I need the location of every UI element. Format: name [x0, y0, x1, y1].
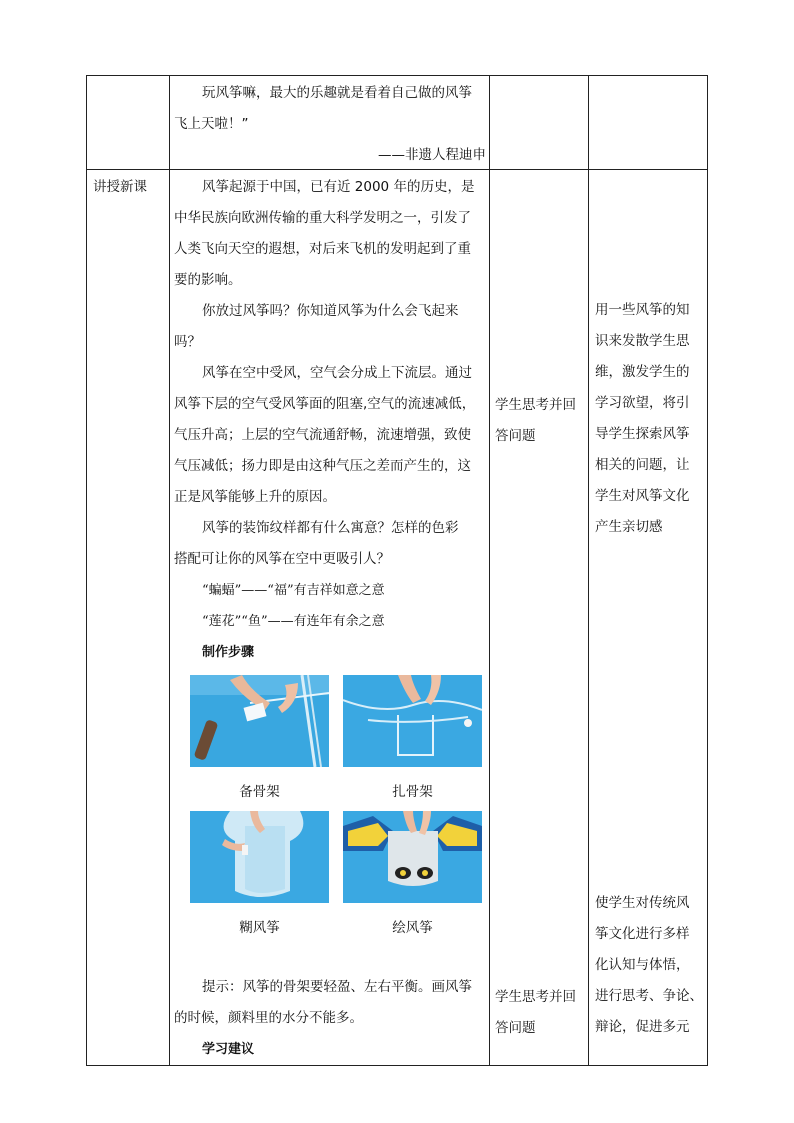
- student-activity-2: [495, 982, 587, 1044]
- table-bottom-border: [86, 1065, 708, 1066]
- intro-line: 要的影响。: [174, 272, 242, 288]
- quote-line: 玩风筝嘛，最大的乐趣就是看着自己做的风筝: [202, 85, 472, 101]
- intent-line: 学生对风筝文化: [595, 488, 690, 504]
- intent-line: 进行思考、争论、: [595, 988, 703, 1004]
- question-line: 你放过风筝吗？你知道风筝为什么会飞起来: [202, 303, 459, 319]
- activity-line: 学生思考并回: [495, 397, 576, 413]
- column-divider-1: [169, 75, 170, 1066]
- step-caption-3: 糊风筝: [239, 920, 280, 936]
- intent-line: 辩论，促进多元: [595, 1019, 690, 1035]
- explain-line: 气压升高；上层的空气流通舒畅，流速增强，致使: [174, 427, 471, 443]
- question-line: 吗？: [174, 334, 201, 350]
- intent-line: 识来发散学生思: [595, 333, 690, 349]
- intent-line: 导学生探索风筝: [595, 426, 690, 442]
- step-caption-1: 备骨架: [239, 784, 280, 800]
- intent-line: 化认知与体悟，: [595, 957, 690, 973]
- table-left-border: [86, 75, 87, 1066]
- steps-heading: 制作步骤: [202, 645, 255, 660]
- explain-line: 正是风筝能够上升的原因。: [174, 489, 336, 505]
- meaning-line: “莲花”“鱼”——有连年有余之意: [202, 614, 385, 629]
- photo-prepare-frame: [190, 675, 329, 767]
- column-divider-2: [489, 75, 490, 1066]
- column-divider-3: [588, 75, 589, 1066]
- tip-block: [174, 972, 486, 1065]
- table-top-border: [86, 75, 708, 76]
- quote-line: 飞上天啦！”: [174, 116, 249, 132]
- student-activity-1: [495, 390, 587, 452]
- activity-line: 答问题: [495, 428, 536, 444]
- intro-line: 中华民族向欧洲传输的重大科学发明之一，引发了: [174, 210, 471, 226]
- intent-line: 维，激发学生的: [595, 364, 690, 380]
- activity-line: 学生思考并回: [495, 989, 576, 1005]
- intent-line: 学习欲望，将引: [595, 395, 690, 411]
- tip-line: 的时候，颜料里的水分不能多。: [174, 1010, 363, 1026]
- stage-label: 讲授新课: [93, 179, 147, 195]
- design-intent-2: [595, 888, 705, 1043]
- tip-line: 提示：风筝的骨架要轻盈、左右平衡。画风筝: [202, 979, 472, 995]
- table-right-border: [707, 75, 708, 1066]
- meaning-line: “蝙蝠”——“福”有吉祥如意之意: [202, 583, 385, 598]
- study-heading: 学习建议: [202, 1042, 255, 1057]
- explain-line: 风筝下层的空气受风筝面的阻塞,空气的流速减低，: [174, 396, 476, 412]
- question-line: 搭配可让你的风筝在空中更吸引人？: [174, 551, 390, 567]
- photo-paste-kite: [190, 811, 329, 903]
- activity-line: 答问题: [495, 1020, 536, 1036]
- intent-line: 产生亲切感: [595, 519, 663, 535]
- step-caption-2: 扎骨架: [392, 784, 433, 800]
- photo-tie-frame: [343, 675, 482, 767]
- intent-line: 筝文化进行多样: [595, 926, 690, 942]
- intent-line: 用一些风筝的知: [595, 302, 690, 318]
- intent-line: 相关的问题，让: [595, 457, 690, 473]
- intro-line: 人类飞向天空的遐想，对后来飞机的发明起到了重: [174, 241, 471, 257]
- intent-line: 使学生对传统风: [595, 895, 690, 911]
- explain-line: 气压减低；扬力即是由这种气压之差而产生的，这: [174, 458, 471, 474]
- step-caption-4: 绘风筝: [392, 920, 433, 936]
- design-intent-1: [595, 295, 705, 543]
- quote-attribution: ——非遗人程迪申: [378, 147, 486, 163]
- photo-paint-kite: [343, 811, 482, 903]
- question-line: 风筝的装饰纹样都有什么寓意？怎样的色彩: [202, 520, 459, 536]
- quote-block: [174, 78, 486, 171]
- explain-line: 风筝在空中受风，空气会分成上下流层。通过: [202, 365, 472, 381]
- intro-line: 风筝起源于中国，已有近 2000 年的历史，是: [202, 179, 475, 195]
- teaching-content: [174, 172, 486, 668]
